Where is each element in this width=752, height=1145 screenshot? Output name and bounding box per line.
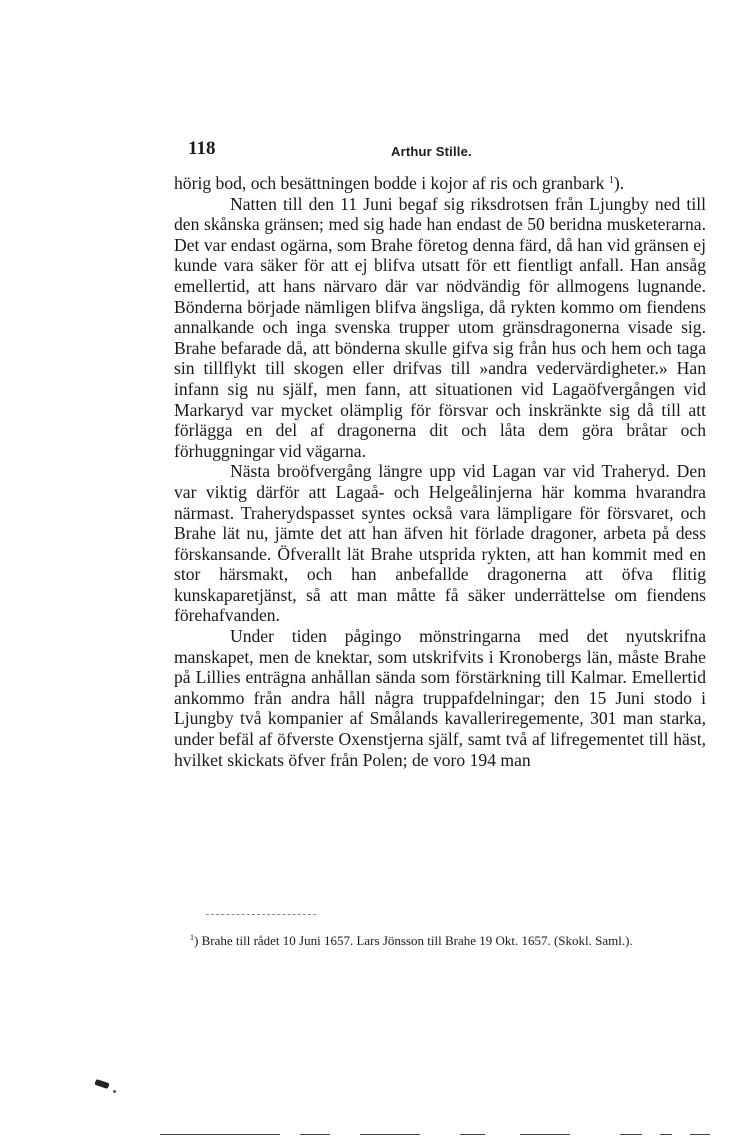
footnote-text: ) Brahe till rådet 10 Juni 1657. Lars Jönsson till Brahe 19 Okt. 1657. (Skokl. Saml.).: [194, 933, 633, 948]
ink-speck: [94, 1079, 109, 1089]
page-number: 118: [188, 138, 216, 159]
scan-edge-marks: [160, 1134, 720, 1136]
footnote-line: [174, 932, 706, 950]
paragraph-1-tail: ).: [613, 173, 625, 193]
body-text: [174, 173, 706, 770]
paragraph-3: Nästa broöfvergång längre upp vid Lagan var vid Traheryd. Den var viktig därför att Lagaå- och Helgeålinjerna här komma hvarandra närmast. Traherydspasset syntes också vara lämpligare för försvaret, och Brahe lät nu, jämte det att han äfven hit förlade dragoner, arbeta på dess förskansande. Öfverallt lät Brahe utsprida rykten, att han kommit med en stor härsmakt, och han anbefallde dragonerna att öfva flitig kunskaparetjänst, så att man måtte få säker underrättelse om fiendens förehafvanden.: [174, 461, 706, 626]
paragraph-1: [174, 173, 706, 194]
footnote-divider: [206, 914, 316, 915]
page-header: [188, 138, 706, 164]
paragraph-1-text: hörig bod, och besättningen bodde i kojor af ris och granbark: [174, 173, 605, 193]
footnote-reference: 1: [608, 175, 614, 186]
ink-dot: [113, 1090, 116, 1093]
running-head: Arthur Stille.: [391, 144, 472, 159]
paragraph-4: Under tiden pågingo mönstringarna med det nyutskrifna manskapet, men de knektar, som utskrifvits i Kronobergs län, måste Brahe på Lillies enträgna anhållan sända som förstärkning till Kalmar. Emellertid ankommo från andra håll några truppafdelningar; den 15 Juni stodo i Ljungby två kompanier af Smålands kavalleriregemente, 301 man starka, under befäl af öfverste Oxenstjerna själf, samt två af lifregementet till häst, hvilket skickats öfver från Polen; de voro 194 man: [174, 626, 706, 770]
footnote: [174, 932, 706, 950]
paragraph-2: Natten till den 11 Juni begaf sig riksdrotsen från Ljungby ned till den skånska gränsen; med sig hade han endast de 50 beridna musketerarna. Det var endast ogärna, som Brahe företog denna färd, då han vid gränsen ej kunde vara säker för att ej blifva utsatt för ett fientligt anfall. Han ansåg emellertid, att hans närvaro där var nödvändig för allmogens lugnande. Bönderna började nämligen blifva ängsliga, då rykten kommo om fiendens annalkande och inga svenska trupper utom gränsdragonerna visade sig. Brahe befarade då, att bönderna skulle gifva sig från hus och hem och taga sin tillflykt till skogen eller drifvas till »andra vedervärdigheter.» Han infann sig nu själf, men fann, att situationen vid Lagaöfvergången vid Markaryd var mycket olämplig för försvar och inskränkte sig då till att förlägga en del af dragonerna dit och låta dem göra bråtar och förhuggningar vid vägarna.: [174, 193, 706, 461]
footnote-marker: 1: [190, 933, 194, 942]
